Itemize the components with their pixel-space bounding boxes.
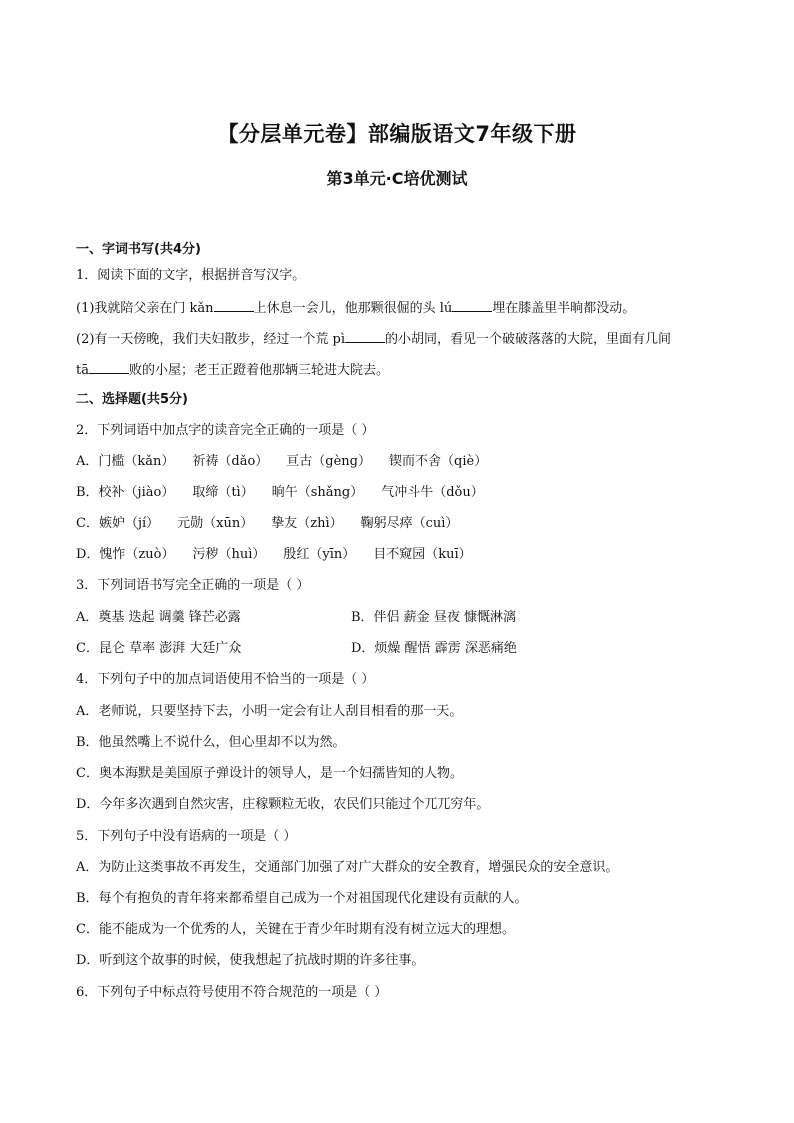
answer-blank[interactable]: [345, 330, 385, 343]
question-4-option-c: C．奥本海默是美国原子弹设计的领导人，是一个妇孺皆知的人物。: [76, 766, 463, 781]
option-item: 祈祷（dǎo）: [192, 454, 269, 469]
question-3-option-a: A．奠基 迭起 调羹 锋芒必露: [76, 610, 241, 625]
question-5-option-c: C．能不能成为一个优秀的人，关键在于青少年时期有没有树立远大的理想。: [76, 922, 515, 937]
option-item: 晌午（shǎng）: [271, 485, 364, 500]
option-item: 亘古（gèng）: [286, 454, 372, 469]
answer-blank[interactable]: [214, 299, 254, 312]
question-5-option-b: B．每个有抱负的青年将来都希望自己成为一个对祖国现代化建设有贡献的人。: [76, 891, 528, 906]
option-item: C．嫉妒（jí）: [76, 516, 160, 531]
text-segment: (2)有一天傍晚，我们夫妇散步，经过一个荒 pì: [76, 332, 346, 347]
answer-blank[interactable]: [452, 299, 492, 312]
question-2-option-a: [76, 454, 505, 470]
answer-blank[interactable]: [89, 361, 129, 374]
option-item: 鞠躬尽瘁（cuì）: [360, 516, 459, 531]
option-item: 殷红（yīn）: [283, 547, 356, 562]
page-title: 【分层单元卷】部编版语文7年级下册: [217, 122, 577, 146]
text-segment: 的小胡同，看见一个破破落落的大院，里面有几间: [385, 332, 672, 347]
question-3-option-c: C．昆仑 草率 澎湃 大廷广众: [76, 641, 242, 656]
option-item: 气冲斗牛（dǒu）: [381, 485, 484, 500]
text-segment: 埋在膝盖里半晌都没动。: [492, 301, 636, 316]
question-6: 6．下列句子中标点符号使用不符合规范的一项是（ ）: [76, 985, 388, 1000]
option-item: 目不窥园（kuī）: [373, 547, 472, 562]
question-5-option-d: D．听到这个故事的时候，使我想起了抗战时期的许多往事。: [76, 953, 425, 968]
page-subtitle: 第3单元·C培优测试: [326, 169, 468, 188]
option-item: 锲而不舍（qiè）: [389, 454, 488, 469]
text-segment: 上休息一会儿，他那颗很倔的头 lú: [253, 301, 453, 316]
question-3: 3．下列词语书写完全正确的一项是（ ）: [76, 578, 310, 593]
question-5: 5．下列句子中没有语病的一项是（ ）: [76, 829, 297, 844]
option-item: 取缔（tì）: [192, 485, 254, 500]
question-3-option-b: B．伴侣 薪金 昼夜 慷慨淋漓: [351, 610, 516, 625]
question-1-part-1: [76, 299, 635, 317]
option-item: 元勋（xūn）: [177, 516, 254, 531]
question-2-option-c: [76, 516, 476, 532]
question-2-option-b: [76, 485, 502, 501]
question-1: 1．阅读下面的文字，根据拼音写汉字。: [76, 268, 306, 283]
question-4-option-b: B．他虽然嘴上不说什么，但心里却不以为然。: [76, 735, 346, 750]
text-segment: tā: [76, 363, 89, 378]
question-2: 2．下列词语中加点字的读音完全正确的一项是（ ）: [76, 423, 375, 438]
text-segment: (1)我就陪父亲在门 kǎn: [76, 301, 214, 316]
question-1-part-2-cont: [76, 361, 389, 379]
option-item: D．愧怍（zuò）: [76, 547, 175, 562]
question-1-part-2: [76, 330, 671, 348]
question-3-option-d: D．烦燥 醒悟 霹雳 深恶痛绝: [351, 641, 517, 656]
question-2-option-d: [76, 547, 490, 563]
section-heading-1: 一、字词书写(共4分): [76, 242, 201, 257]
question-5-option-a: A．为防止这类事故不再发生，交通部门加强了对广大群众的安全教育，增强民众的安全意识。: [76, 860, 619, 875]
question-4-option-d: D．今年多次遇到自然灾害，庄稼颗粒无收，农民们只能过个兀兀穷年。: [76, 797, 490, 812]
option-item: A．门槛（kǎn）: [76, 454, 175, 469]
question-4-option-a: A．老师说，只要坚持下去，小明一定会有让人刮目相看的那一天。: [76, 704, 463, 719]
option-item: 挚友（zhì）: [271, 516, 343, 531]
option-item: B．校补（jiào）: [76, 485, 175, 500]
section-heading-2: 二、选择题(共5分): [76, 392, 188, 407]
question-4: 4．下列句子中的加点词语使用不恰当的一项是（ ）: [76, 672, 375, 687]
option-item: 污秽（huì）: [192, 547, 266, 562]
text-segment: 败的小屋；老王正蹬着他那辆三轮进大院去。: [128, 363, 389, 378]
